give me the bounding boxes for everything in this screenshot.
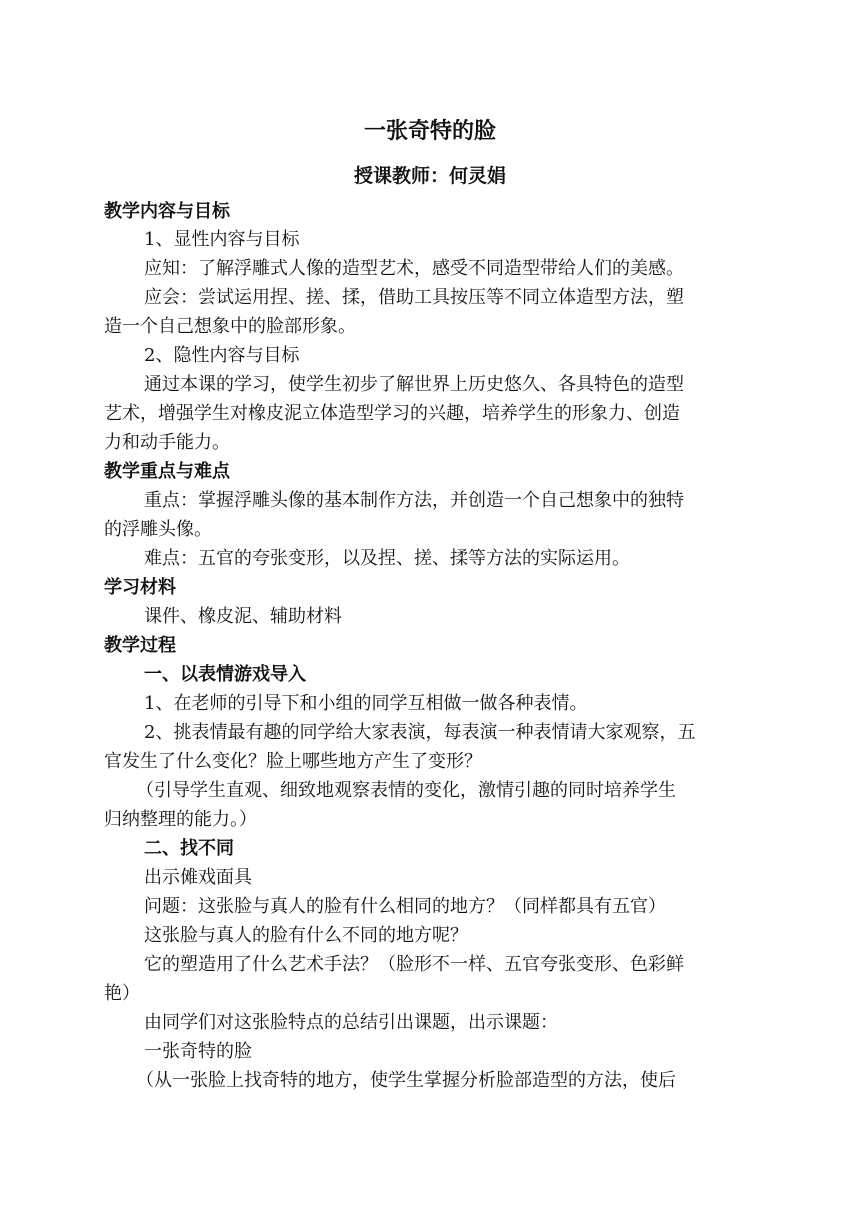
paragraph-line: 艺术，增强学生对橡皮泥立体造型学习的兴趣，培养学生的形象力、创造: [104, 403, 680, 424]
section-heading-objectives: 教学内容与目标: [104, 201, 230, 222]
paragraph-line: 艳）: [104, 983, 140, 1004]
paragraph-line: 力和动手能力。: [104, 432, 230, 453]
paragraph-line: （引导学生直观、细致地观察表情的变化，激情引趣的同时培养学生: [136, 780, 676, 801]
subsection-heading: 二、找不同: [144, 838, 234, 859]
paragraph-line: 通过本课的学习，使学生初步了解世界上历史悠久、各具特色的造型: [144, 374, 684, 395]
paragraph-line: 由同学们对这张脸特点的总结引出课题，出示课题：: [144, 1012, 558, 1033]
paragraph-line: 问题：这张脸与真人的脸有什么相同的地方？（同样都具有五官）: [144, 896, 666, 917]
section-heading-materials: 学习材料: [104, 577, 176, 598]
paragraph-line: 2、挑表情最有趣的同学给大家表演，每表演一种表情请大家观察，五: [144, 722, 696, 743]
paragraph-line: 1、显性内容与目标: [144, 229, 300, 250]
paragraph-line: （从一张脸上找奇特的地方，使学生掌握分析脸部造型的方法，使后: [136, 1070, 676, 1091]
paragraph-line: 它的塑造用了什么艺术手法？（脸形不一样、五官夸张变形、色彩鲜: [144, 954, 684, 975]
subsection-heading: 一、以表情游戏导入: [144, 664, 306, 685]
paragraph-line: 出示傩戏面具: [144, 867, 252, 888]
section-heading-key-points: 教学重点与难点: [104, 461, 230, 482]
paragraph-line: 归纳整理的能力。）: [104, 809, 257, 830]
paragraph-line: 一张奇特的脸: [144, 1041, 252, 1062]
section-heading-process: 教学过程: [104, 635, 176, 656]
paragraph-line: 难点：五官的夸张变形，以及捏、搓、揉等方法的实际运用。: [144, 548, 630, 569]
paragraph-line: 1、在老师的引导下和小组的同学互相做一做各种表情。: [144, 693, 588, 714]
paragraph-line: 课件、橡皮泥、辅助材料: [144, 606, 342, 627]
paragraph-line: 这张脸与真人的脸有什么不同的地方呢？: [144, 925, 468, 946]
paragraph-line: 重点：掌握浮雕头像的基本制作方法，并创造一个自己想象中的独特: [144, 490, 684, 511]
paragraph-line: 2、隐性内容与目标: [144, 345, 300, 366]
document-title: 一张奇特的脸: [363, 119, 496, 144]
paragraph-line: 应知：了解浮雕式人像的造型艺术，感受不同造型带给人们的美感。: [144, 258, 684, 279]
paragraph-line: 造一个自己想象中的脸部形象。: [104, 316, 356, 337]
paragraph-line: 的浮雕头像。: [104, 519, 212, 540]
paragraph-line: 应会：尝试运用捏、搓、揉，借助工具按压等不同立体造型方法，塑: [144, 287, 684, 308]
teacher-line: 授课教师：何灵娟: [353, 165, 506, 187]
paragraph-line: 官发生了什么变化？脸上哪些地方产生了变形？: [104, 751, 482, 772]
